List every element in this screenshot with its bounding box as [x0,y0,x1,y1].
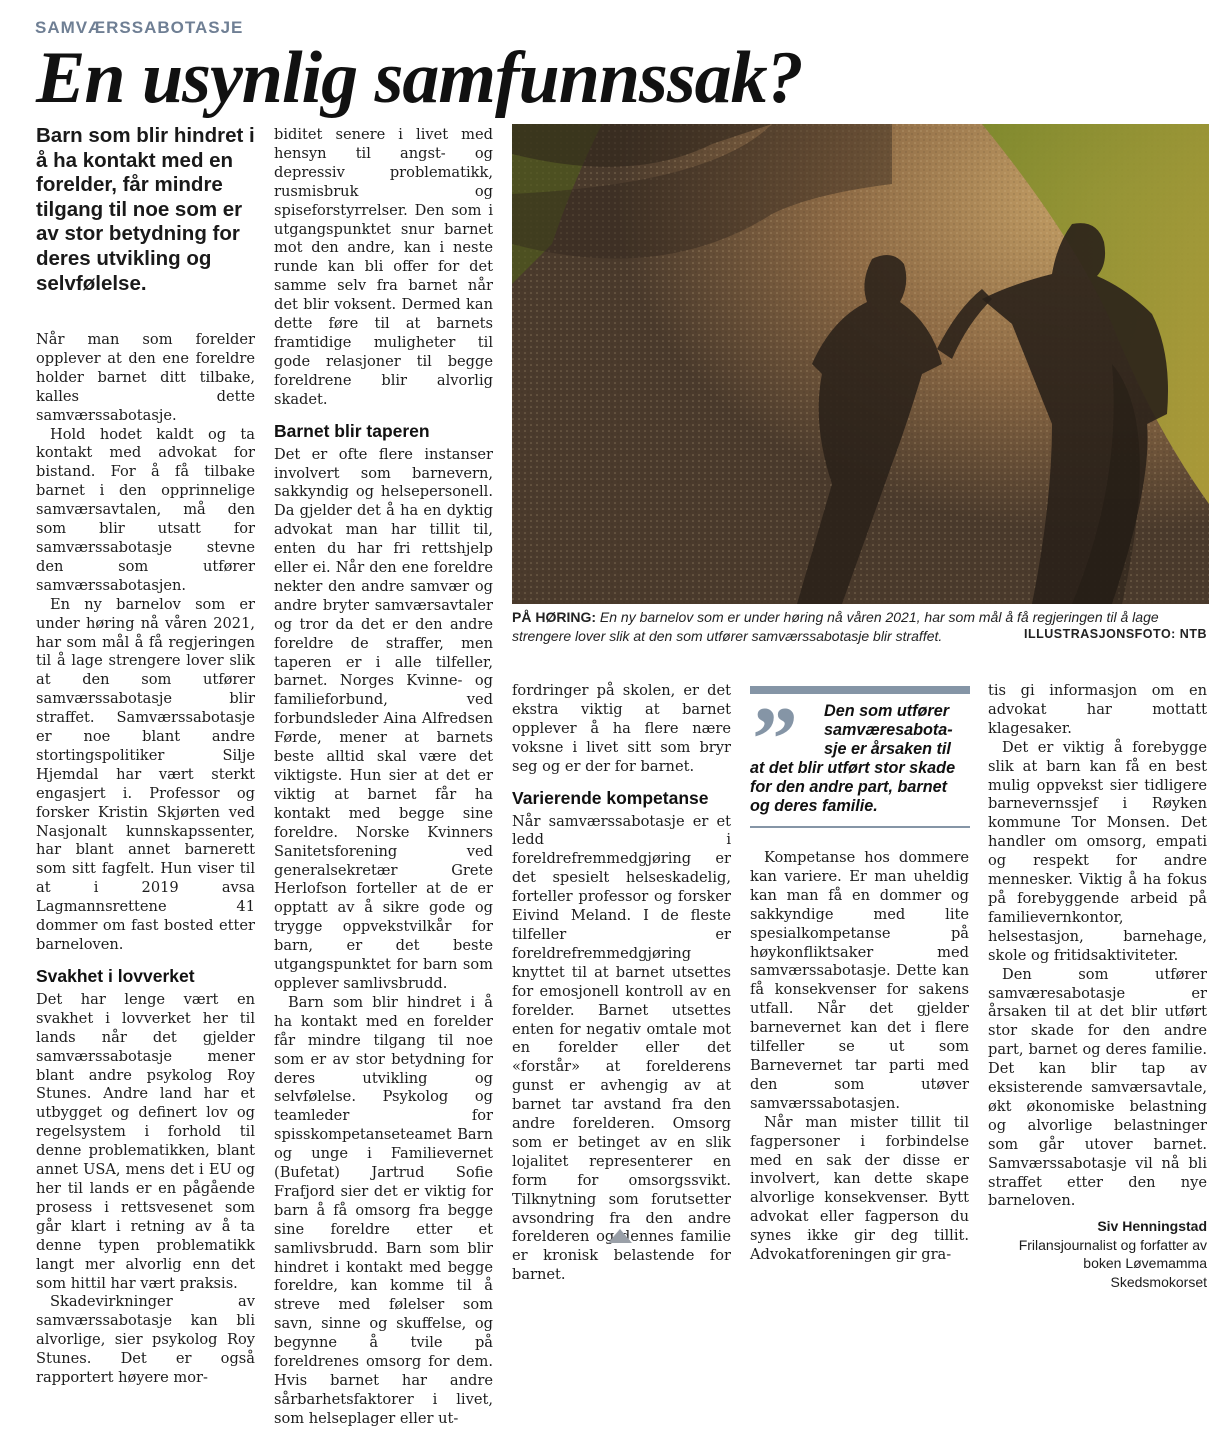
paragraph: Hold hodet kaldt og ta kontakt med advokat for bistand. For å få tilbake barnet i den opprinnelige samværsavtalen, må den som blir utsatt for samværssabotasje stevne den som utfører samværssabotasjen. [36,425,255,594]
paragraph: Skadevirkninger av samværssabotasje kan bli alvorlige, sier psykolog Roy Stunes. Det er også rapportert høyere mor- [36,1293,255,1387]
column-1 [36,331,255,1388]
author-name: Siv Henningstad [1097,1218,1207,1235]
scroll-up-arrow-icon[interactable] [608,1229,632,1243]
caption-label: PÅ HØRING: [512,609,596,625]
subheading: Varierende kompetanse [512,787,709,808]
paragraph: Det er viktig å forebygge slik at barn kan få en best mulig oppvekst sier tidligere barnevernssjef i Røyken kommune Tor Monsen. Det handler om omsorg, empati og respekt for andre mennesker. Viktig å ha fokus på forebyggende arbeid på familievernkontor, helsestasjon, barnehage, skole og fritidsaktiviteter. [988,738,1207,964]
lead-paragraph: Barn som blir hindret i å ha kontakt med en forelder, får mindre tilgang til noe som er av stor betydning for deres utvikling og selvfølelse. [36,124,255,295]
column-2 [274,126,493,1429]
author-location: Skedsmokorset [1110,1273,1207,1290]
paragraph: En ny barnelov som er under høring nå våren 2021, har som mål å få regjeringen til å lage strengere lover slik at den som utfører samværssabotasje blir straffet. Samværssabotasje er noe blant andre stortingspolitiker Silje Hjemdal har vært sterkt engasjert i. Professor og forsker Kristin Skjørten ved Nasjonalt kunnskapssenter, har blant annet barnerett som sitt fagfelt. Hun viser til at i 2019 avsa Lagmannsrettene 41 dommer om fast bosted etter barneloven. [36,595,255,953]
paragraph: Den som utfører samværesabotasje er årsaken til at det blir utført stor skade for den andre part, barnet og deres familie. Det kan blir tap av eksisterende samværsavtale, økt økonomiske belastning og alvorlige belastninger som går utover barnet. Samværssabotasje vil nå bli straffet etter den nye barneloven. [988,965,1207,1210]
article-photo [512,124,1209,604]
photo-credit: ILLUSTRASJONSFOTO: NTB [1024,627,1207,641]
quote-line: og deres familie. [750,797,878,815]
pull-quote [750,686,970,828]
paragraph: Når man mister tillit til fagpersoner i forbindelse med en sak der disse er involvert, kan dette skape alvorlige konsekvenser. Bytt advokat eller fagperson du synes ikke gir deg tillit. Advokatforeningen gir gra- [750,1113,969,1264]
subheading: Barnet blir taperen [274,420,430,441]
kicker: SAMVÆRSSABOTASJE [35,18,244,37]
quote-mark-icon: ” [752,688,798,790]
paragraph: Det har lenge vært en svakhet i lovverket her til lands når det gjelder samværssabotasje mener blant andre psykolog Roy Stunes. Andre land har et utbygget og definert lov og regelsystem i forhold til denne problematikken, blant annet USA, mens det i EU og her til lands er en pågående prosess i rettsvesenet som går klart i retning av å ta denne typen problematikk langt mer alvorlig enn det som hittil har vært praksis. [36,990,255,1292]
headline: En usynlig samfunnssak? [36,37,803,119]
column-4 [750,849,969,1265]
column-5 [988,682,1207,1291]
paragraph: Når samværssabotasje er et ledd i foreldrefremmedgjøring er det spesielt helseskadelig, forteller professor og forsker Eivind Meland. I de fleste tilfeller er foreldrefremmedgjøring knyttet til at barnet utsettes for emosjonell kontroll av en forelder. Barnet utsettes enten for negativ omtale mot en forelder eller det «forstår» at forelderens gunst er avhengig av at barnet tar avstand fra den andre forelderen. Omsorg som er betinget av en slik lojalitet representerer en form for omsorgssvikt. Tilknytning som forutsetter avsondring fra den andre forelderen og dennes familie er kronisk belastende for barnet. [512,812,731,1284]
author-book: boken Løvemamma [1083,1255,1207,1272]
quote-line: for den andre part, barnet [750,778,947,796]
paragraph: biditet senere i livet med hensyn til angst- og depressiv problematikk, rusmisbruk og spiseforstyrrelser. Den som i utgangspunktet snur barnet mot den andre, kan i neste runde kan bli offer for det samme selv fra barnet når det blir voksent. Dermed kan dette føre til at barnets framtidige muligheter til gode relasjoner til begge foreldrene blir alvorlig skadet. [274,126,493,408]
quote-line: samværesabota- [824,721,953,739]
caption-text: En ny barnelov som er under høring nå våren 2021, har som mål å få regjeringen til å lage strengere lover slik at den som utfører samværssabotasje blir straffet. [512,609,1159,644]
byline [988,1217,1207,1291]
author-title: Frilansjournalist og forfatter av [1018,1236,1207,1253]
shadow-photo-illustration [512,124,1209,604]
paragraph: Kompetanse hos dommere kan variere. Er man uheldig kan man få en dommer og sakkyndige med lite spesialkompetanse på høykonfliktsaker med samværssabotasje. Dette kan få konsekvenser for sakens utfall. Når det gjelder barnevernet kan det i flere tilfeller se ut som Barnevernet tar parti med den som utøver samværssabotasjen. [750,849,969,1112]
column-3 [512,682,731,1285]
paragraph: tis gi informasjon om en advokat har mottatt klagesaker. [988,682,1207,737]
paragraph: Barn som blir hindret i å ha kontakt med en forelder får mindre tilgang til noe som er av stor betydning for deres utvikling og selvfølelse. Psykolog og teamleder for spisskompetanseteamet Barn og unge i Familievernet (Bufetat) Jartrud Sofie Frafjord sier det er viktig for barn å få omsorg fra begge sine foreldre etter et samlivsbrudd. Barn som blir hindret i kontakt med begge foreldre, kan komme til å streve med følelser som savn, sinne og skuffelse, og begynne å tvile på foreldrenes omsorg for dem. Hvis barnet har andre sårbarhetsfaktorer i livet, som helseplager eller ut- [274,993,493,1427]
paragraph: Når man som forelder opplever at den ene foreldre holder barnet ditt tilbake, kalles dette samværssabotasje. [36,331,255,424]
paragraph: fordringer på skolen, er det ekstra viktig at barnet opplever å ha flere nære voksne i livet sitt som bryr seg og er der for barnet. [512,682,731,775]
paragraph: Det er ofte flere instanser involvert som barnevern, sakkyndig og helsepersonell. Da gjelder det å ha en dyktig advokat man har tillit til, enten du har fri rettshjelp eller ei. Når den ene foreldre nekter den andre samvær og andre bryter samværsavtaler og tror da det er den andre foreldre de straffer, men taperen er i alle tilfeller, barnet. Norges Kvinne- og familieforbund, ved forbundsleder Aina Alfredsen Førde, mener at barnets beste alltid skal være det viktigste. Hun sier at det er viktig at barnet får ha kontakt med begge sine foreldre. Norske Kvinners Sanitetsforening ved generalsekretær Grete Herlofson forteller at de er opptatt av å sikre gode og trygge oppvekstvilkår for barn, er det beste utgangspunktet for barn som opplever samlivsbrudd. [274,445,493,992]
quote-line: Den som utfører [824,702,950,720]
quote-line: at det blir utført stor skade [750,759,956,777]
subheading: Svakhet i lovverket [36,965,195,986]
quote-line: sje er årsaken til [824,740,951,758]
